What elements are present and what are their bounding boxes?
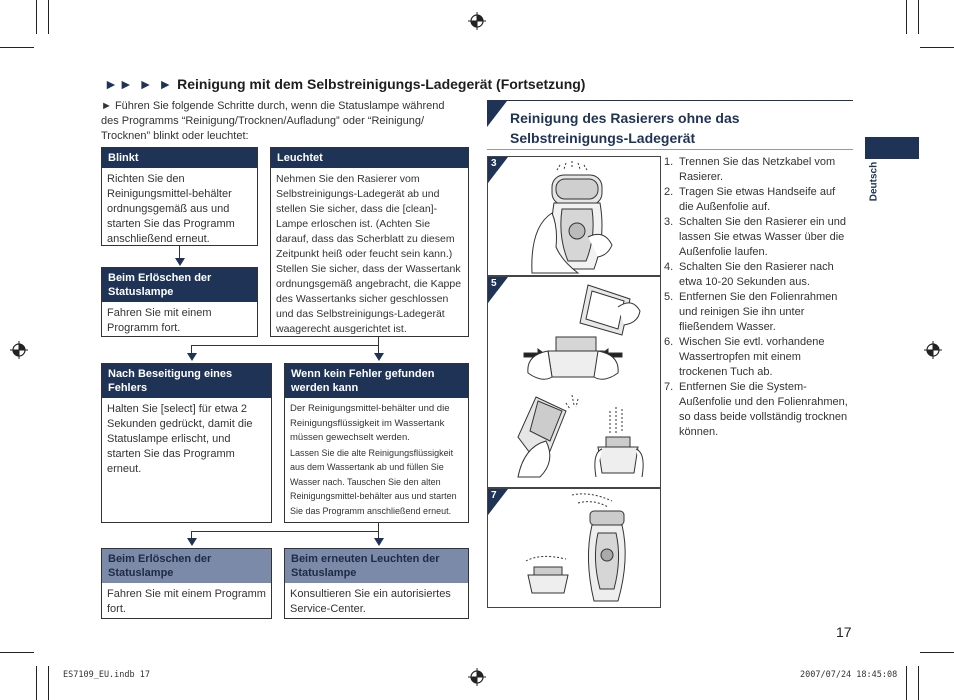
box-body: Fahren Sie mit einem Programm fort.	[107, 307, 212, 334]
box-fehlerbeseitigung	[101, 363, 272, 523]
title-corner-icon	[487, 101, 507, 127]
flow-arrow-icon	[187, 538, 197, 546]
box-title: Beim erneuten Leuchten der Statuslampe	[285, 549, 468, 583]
title-underline	[487, 149, 853, 150]
box-title: Blinkt	[102, 148, 257, 168]
crop-mark	[0, 47, 34, 48]
registration-mark-icon	[924, 341, 942, 359]
step-number: 6.	[664, 336, 674, 348]
box-erloeschen-2	[101, 548, 272, 619]
box-body: Konsultieren Sie ein autorisiertes Service-Center.	[290, 588, 451, 615]
step-number: 3.	[664, 216, 674, 228]
flow-connector	[191, 531, 379, 532]
panel-number: 5	[491, 278, 497, 289]
step-text: Entfernen Sie den Folienrahmen und reinigen Sie ihn unter fließendem Wasser.	[679, 291, 838, 333]
flow-arrow-icon	[374, 538, 384, 546]
crop-mark	[36, 666, 37, 700]
page-number: 17	[836, 624, 852, 640]
crop-mark	[0, 652, 34, 653]
box-blinkt	[101, 147, 258, 246]
flow-arrow-icon	[175, 258, 185, 266]
step-number: 7.	[664, 381, 674, 393]
flow-connector	[378, 337, 379, 345]
illustration-panel-7	[487, 488, 661, 608]
flow-connector	[191, 345, 379, 346]
footer-timestamp: 2007/07/24 18:45:08	[800, 670, 898, 680]
step-number: 2.	[664, 186, 674, 198]
footer-file: ES7109_EU.indb 17	[63, 670, 150, 680]
box-title: Wenn kein Fehler gefunden werden kann	[285, 364, 468, 398]
step-item	[664, 380, 850, 440]
illustration-panel-5	[487, 276, 661, 488]
registration-mark-icon	[10, 341, 28, 359]
crop-mark	[918, 0, 919, 34]
box-body: Der Reinigungsmittel-behälter und die Reinigungsflüssigkeit im Wassertank müssen gewechselt werden.	[290, 403, 450, 443]
crop-mark	[920, 652, 954, 653]
step-number: 4.	[664, 261, 674, 273]
panel-number: 3	[491, 158, 497, 169]
crop-mark	[906, 0, 907, 34]
crop-mark	[918, 666, 919, 700]
step-item	[664, 260, 850, 290]
intro-text: ► Führen Sie folgende Schritte durch, wenn die Statuslampe während des Programms “Reinigung/Trocknen/Aufladung” oder “Reinigung/ Trocknen” blinkt oder leuchtet:	[101, 100, 445, 142]
registration-mark-icon	[468, 668, 486, 686]
step-text: Trennen Sie das Netzkabel vom Rasierer.	[679, 156, 836, 183]
step-item	[664, 335, 850, 380]
box-body-2: Lassen Sie die alte Reinigungsflüssigkeit aus dem Wassertank ab und füllen Sie Wasser nach. Tauschen Sie den alten Reinigungsmittel-behälter aus und starten Sie das Programm anschließend erneut.	[290, 447, 457, 516]
step-number: 1.	[664, 156, 674, 168]
right-section-title: Reinigung des Rasierers ohne das Selbstreinigungs-Ladegerät	[510, 110, 740, 146]
step-text: Wischen Sie evtl. vorhandene Wassertropfen mit einem trockenen Tuch ab.	[679, 336, 825, 378]
step-text: Entfernen Sie die System-Außenfolie und den Folienrahmen, so dass beide vollständig trocknen können.	[679, 381, 848, 438]
flow-arrow-icon	[187, 353, 197, 361]
crop-mark	[36, 0, 37, 34]
step-text: Schalten Sie den Rasierer nach etwa 10-20 Sekunden aus.	[679, 261, 834, 288]
foil-frame-removal-illustration-icon	[488, 277, 660, 487]
step-item	[664, 155, 850, 185]
crop-mark	[906, 666, 907, 700]
box-body: Halten Sie [select] für etwa 2 Sekunden gedrückt, damit die Statuslampe erlischt, und starten Sie das Programm erneut.	[107, 403, 253, 475]
box-erneut-leuchten	[284, 548, 469, 619]
crop-mark	[48, 666, 49, 700]
step-item	[664, 215, 850, 260]
registration-mark-icon	[468, 12, 486, 30]
step-text: Schalten Sie den Rasierer ein und lassen Sie etwas Wasser über die Außenfolie laufen.	[679, 216, 846, 258]
box-body: Richten Sie den Reinigungsmittel-behälter ordnungsgemäß aus und starten Sie das Programm anschließend erneut.	[107, 173, 235, 245]
heading-title: Reinigung mit dem Selbstreinigungs-Ladegerät (Fortsetzung)	[177, 76, 586, 92]
box-body: Fahren Sie mit einem Programm fort.	[107, 588, 266, 615]
shaver-water-illustration-icon	[488, 157, 660, 275]
box-title: Nach Beseitigung eines Fehlers	[102, 364, 271, 398]
box-kein-fehler	[284, 363, 469, 523]
language-tab-label: Deutsch	[868, 161, 880, 202]
illustration-panel-3	[487, 156, 661, 276]
step-item	[664, 290, 850, 335]
box-title: Leuchtet	[271, 148, 468, 168]
box-title: Beim Erlöschen der Statuslampe	[102, 268, 257, 302]
flow-arrow-icon	[374, 353, 384, 361]
title-rule	[487, 100, 853, 101]
panel-number: 7	[491, 490, 497, 501]
step-text: Tragen Sie etwas Handseife auf die Außenfolie auf.	[679, 186, 836, 213]
crop-mark	[48, 0, 49, 34]
section-heading	[104, 76, 585, 92]
step-item	[664, 185, 850, 215]
box-erloeschen-1	[101, 267, 258, 337]
box-body: Nehmen Sie den Rasierer vom Selbstreinigungs-Ladegerät ab und stellen Sie sicher, dass die [clean]-Lampe erloschen ist. (Achten Sie darauf, dass das Scherblatt zu diesem Zeitpunkt heiß oder feucht sein kann.) Stellen Sie sicher, dass der Wassertank ordnungsgemäß angebracht, die Kappe des Wassertanks sicher geschlossen und das Selbstreinigungs-Ladegerät waagerecht ausgerichtet ist.	[276, 173, 462, 335]
step-list	[664, 155, 850, 440]
crop-mark	[920, 47, 954, 48]
heading-arrows: ►► ► ►	[104, 76, 174, 92]
shaver-drying-illustration-icon	[488, 489, 660, 607]
box-leuchtet	[270, 147, 469, 337]
box-title: Beim Erlöschen der Statuslampe	[102, 549, 271, 583]
flow-connector	[378, 523, 379, 531]
step-number: 5.	[664, 291, 674, 303]
